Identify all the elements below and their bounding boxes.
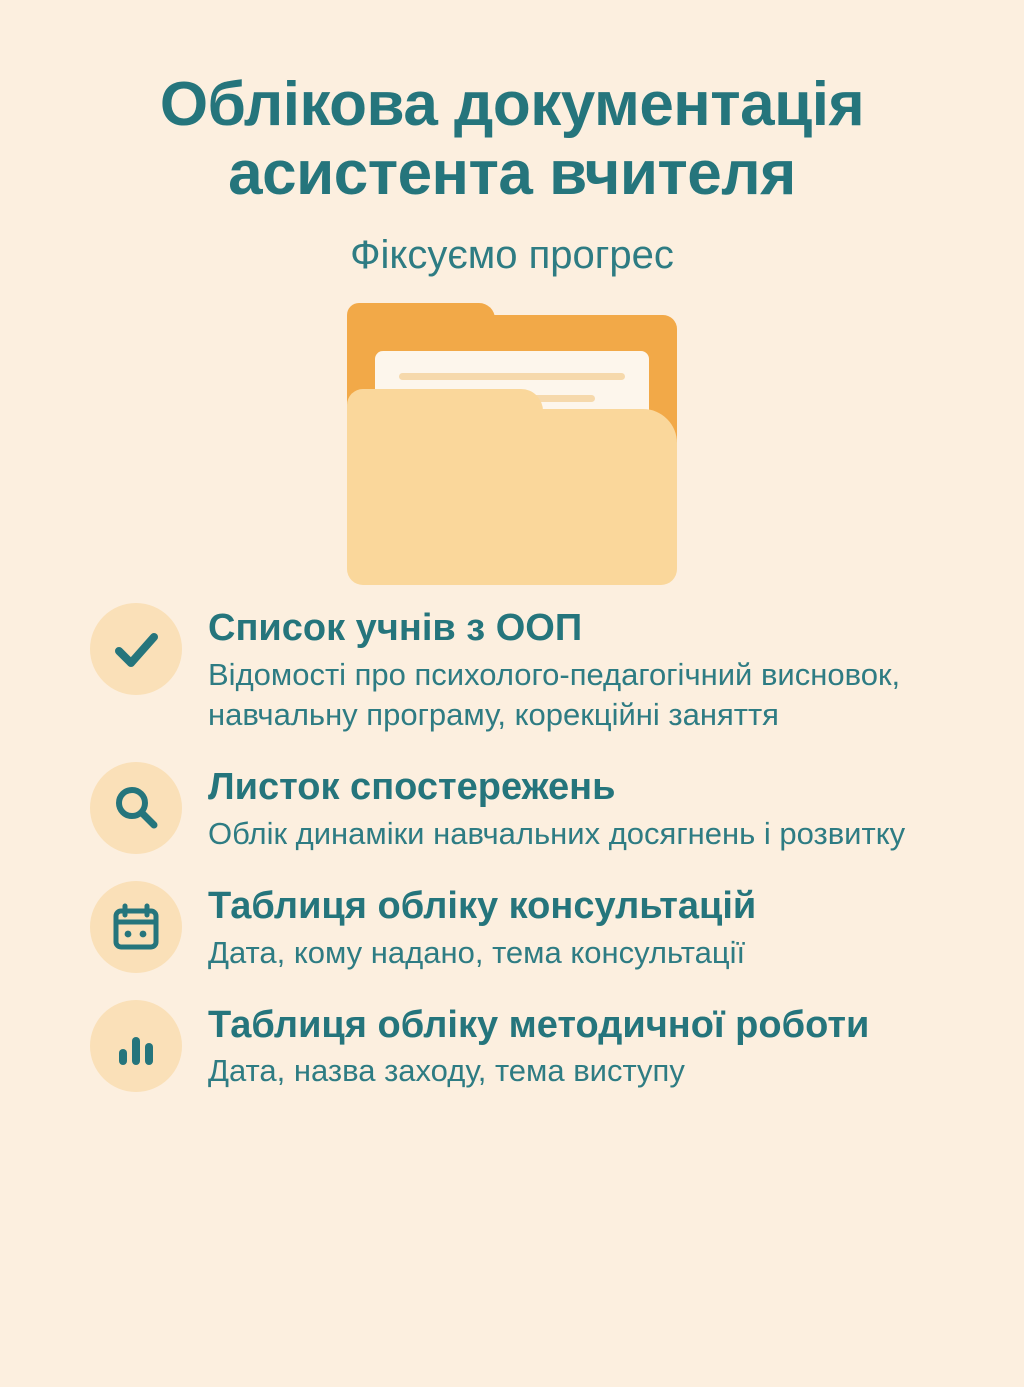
illustration-container bbox=[60, 305, 964, 595]
list-item-title: Таблиця обліку консультацій bbox=[208, 884, 757, 927]
calendar-icon bbox=[90, 881, 182, 973]
folder-front-panel bbox=[347, 409, 677, 585]
sheet-line bbox=[399, 373, 625, 380]
list-item-text bbox=[208, 1000, 908, 1093]
list-item-title: Список учнів з ООП bbox=[208, 606, 583, 649]
folder-tab bbox=[347, 303, 495, 333]
document-list bbox=[60, 603, 964, 1092]
list-item-text bbox=[208, 881, 908, 974]
list-item bbox=[60, 762, 964, 855]
list-item-description: Дата, назва заходу, тема виступу bbox=[208, 1053, 685, 1089]
bar-chart-icon bbox=[90, 1000, 182, 1092]
page-subtitle: Фіксуємо прогрес bbox=[350, 232, 674, 277]
list-item-title: Листок спостережень bbox=[208, 766, 616, 809]
page-title: Облікова документація асистента вчителя bbox=[159, 70, 865, 209]
folder-illustration bbox=[347, 315, 677, 585]
list-item bbox=[60, 1000, 964, 1093]
list-item-description: Облік динаміки навчальних досягнень і розвитку bbox=[208, 816, 906, 852]
list-item-description: Відомості про психолого-педагогічний висновок, навчальну програму, корекційні заняття bbox=[208, 656, 901, 733]
list-item-description: Дата, кому надано, тема консультації bbox=[208, 934, 746, 970]
search-icon bbox=[90, 762, 182, 854]
list-item-text bbox=[208, 603, 908, 737]
list-item-title: Таблиця обліку методичної роботи bbox=[208, 1003, 870, 1046]
list-item-text bbox=[208, 762, 908, 855]
list-item bbox=[60, 881, 964, 974]
check-icon bbox=[90, 603, 182, 695]
list-item bbox=[60, 603, 964, 737]
